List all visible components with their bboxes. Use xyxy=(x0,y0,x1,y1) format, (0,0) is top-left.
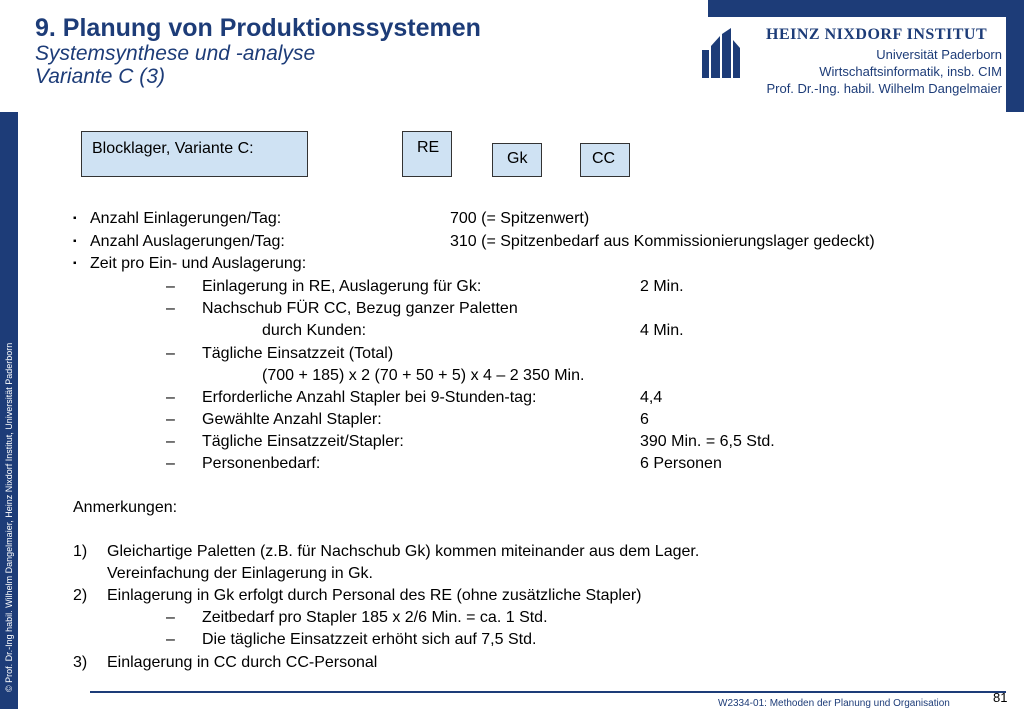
note-2-sub-2: Die tägliche Einsatzzeit erhöht sich auf 7,5 Std. xyxy=(202,631,537,648)
sub-nachschub-label: Nachschub FÜR CC, Bezug ganzer Paletten xyxy=(202,300,518,317)
copyright-text: © Prof. Dr.-Ing habil. Wilhelm Dangelmaier, Heinz Nixdorf Institut, Universität Paderborn xyxy=(4,342,14,692)
sub-einsatzzeit-stapler-value: 390 Min. = 6,5 Std. xyxy=(640,433,775,450)
dash-icon: – xyxy=(166,345,175,362)
note-1-line-2: Vereinfachung der Einlagerung in Gk. xyxy=(107,565,373,582)
dash-icon: – xyxy=(166,300,175,317)
dash-icon: – xyxy=(166,455,175,472)
dash-icon: – xyxy=(166,278,175,295)
sub-stapler-gewaehlt-label: Gewählte Anzahl Stapler: xyxy=(202,411,382,428)
sub-personenbedarf-label: Personenbedarf: xyxy=(202,455,321,472)
institute-logo-icon xyxy=(700,26,742,82)
institute-line-2: Wirtschaftsinformatik, insb. CIM xyxy=(819,64,1002,79)
item-auslagerungen-value: 310 (= Spitzenbedarf aus Kommissionierungslager gedeckt) xyxy=(450,233,875,250)
item-zeit-label: Zeit pro Ein- und Auslagerung: xyxy=(90,255,307,272)
slide-title xyxy=(35,14,481,88)
note-2-sub-1: Zeitbedarf pro Stapler 185 x 2/6 Min. = ca. 1 Std. xyxy=(202,609,548,626)
title-sub-1: Systemsynthese und -analyse xyxy=(35,42,316,65)
note-1-number: 1) xyxy=(73,543,88,560)
bullet-icon: ▪ xyxy=(73,236,77,247)
bullet-icon: ▪ xyxy=(73,258,77,269)
sub-einsatzzeit-total-label: Tägliche Einsatzzeit (Total) xyxy=(202,345,394,362)
sub-einsatzzeit-total-formula: (700 + 185) x 2 (70 + 50 + 5) x 4 – 2 350 Min. xyxy=(262,367,585,384)
sub-stapler-gewaehlt-value: 6 xyxy=(640,411,649,428)
note-3-number: 3) xyxy=(73,654,88,671)
item-einlagerungen-value: 700 (= Spitzenwert) xyxy=(450,210,590,227)
sub-einlagerung-re-label: Einlagerung in RE, Auslagerung für Gk: xyxy=(202,278,482,295)
box-gk: Gk xyxy=(492,143,542,177)
box-cc: CC xyxy=(580,143,630,177)
header-top-bar xyxy=(708,0,1024,17)
page-number: 81 xyxy=(993,690,1008,705)
bullet-icon: ▪ xyxy=(73,213,77,224)
note-3-line-1: Einlagerung in CC durch CC-Personal xyxy=(107,654,378,671)
dash-icon: – xyxy=(166,433,175,450)
note-2-number: 2) xyxy=(73,587,88,604)
title-sub-2: Variante C (3) xyxy=(35,65,165,88)
title-main: 9. Planung von Produktionssystemen xyxy=(35,14,481,42)
footer-course: W2334-01: Methoden der Planung und Organisation xyxy=(718,698,950,709)
dash-icon: – xyxy=(166,389,175,406)
note-1-line-1: Gleichartige Paletten (z.B. für Nachschub Gk) kommen miteinander aus dem Lager. xyxy=(107,543,700,560)
sub-einsatzzeit-stapler-label: Tägliche Einsatzzeit/Stapler: xyxy=(202,433,404,450)
sub-stapler-erforderlich-label: Erforderliche Anzahl Stapler bei 9-Stunden-tag: xyxy=(202,389,537,406)
footer-divider xyxy=(90,691,1006,693)
notes-heading: Anmerkungen: xyxy=(73,499,178,516)
box-blocklager: Blocklager, Variante C: xyxy=(81,131,308,177)
item-einlagerungen-label: Anzahl Einlagerungen/Tag: xyxy=(90,210,282,227)
header-right-bar xyxy=(1006,0,1024,112)
institute-line-3: Prof. Dr.-Ing. habil. Wilhelm Dangelmaier xyxy=(766,81,1002,96)
box-re: RE xyxy=(402,131,452,177)
sub-stapler-erforderlich-value: 4,4 xyxy=(640,389,663,406)
sub-nachschub-value: 4 Min. xyxy=(640,322,684,339)
institute-name: HEINZ NIXDORF INSTITUT xyxy=(766,26,988,43)
item-auslagerungen-label: Anzahl Auslagerungen/Tag: xyxy=(90,233,285,250)
dash-icon: – xyxy=(166,411,175,428)
sub-nachschub-cont: durch Kunden: xyxy=(262,322,367,339)
sub-personenbedarf-value: 6 Personen xyxy=(640,455,722,472)
dash-icon: – xyxy=(166,631,175,648)
dash-icon: – xyxy=(166,609,175,626)
sub-einlagerung-re-value: 2 Min. xyxy=(640,278,684,295)
note-2-line-1: Einlagerung in Gk erfolgt durch Personal des RE (ohne zusätzliche Stapler) xyxy=(107,587,642,604)
institute-line-1: Universität Paderborn xyxy=(876,47,1002,62)
